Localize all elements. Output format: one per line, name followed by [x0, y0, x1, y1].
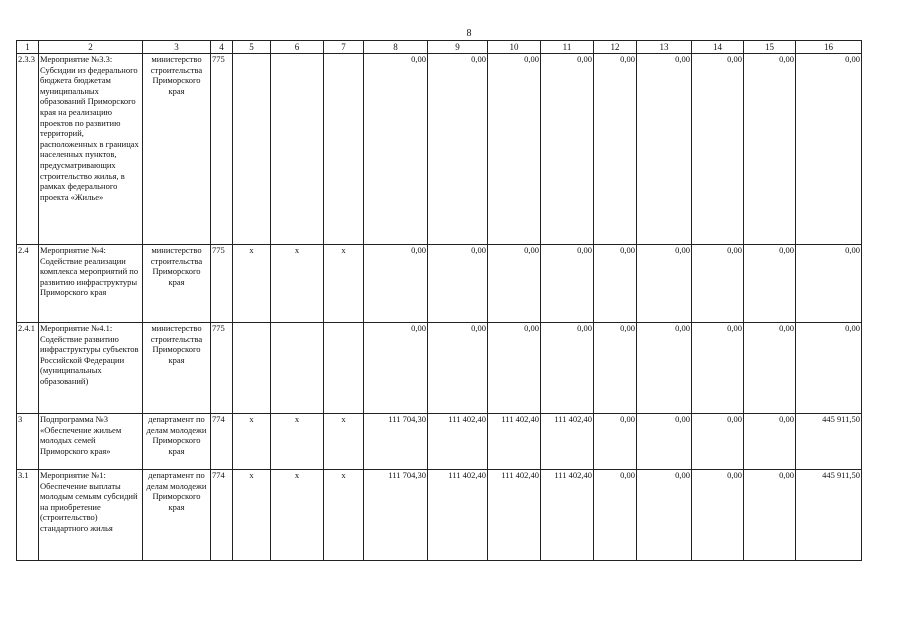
row-cell-13: 0,00 — [637, 245, 692, 323]
row-cell-10: 0,00 — [488, 245, 541, 323]
row-cell-6: x — [271, 470, 324, 561]
row-cell-4: 775 — [211, 323, 233, 414]
table-row — [17, 414, 862, 470]
row-cell-6: x — [271, 414, 324, 470]
row-cell-14: 0,00 — [692, 323, 744, 414]
row-executor: департамент по делам молодежи Приморского края — [143, 414, 211, 470]
table-row — [17, 470, 862, 561]
row-name: Подпрограмма №3 «Обеспечение жильем молодых семей Приморского края» — [39, 414, 143, 470]
row-cell-11: 0,00 — [541, 54, 594, 245]
row-cell-10: 111 402,40 — [488, 414, 541, 470]
row-cell-11: 111 402,40 — [541, 470, 594, 561]
row-cell-11: 111 402,40 — [541, 414, 594, 470]
row-cell-6 — [271, 323, 324, 414]
row-cell-13: 0,00 — [637, 323, 692, 414]
row-cell-13: 0,00 — [637, 54, 692, 245]
row-cell-12: 0,00 — [594, 245, 637, 323]
column-header: 12 — [594, 41, 637, 54]
row-cell-6: x — [271, 245, 324, 323]
row-executor: министерство строительства Приморского края — [143, 54, 211, 245]
row-cell-13: 0,00 — [637, 414, 692, 470]
row-cell-12: 0,00 — [594, 470, 637, 561]
row-code: 3.1 — [17, 470, 39, 561]
row-cell-16: 0,00 — [796, 54, 862, 245]
row-cell-9: 0,00 — [428, 54, 488, 245]
row-executor: министерство строительства Приморского края — [143, 323, 211, 414]
column-header: 11 — [541, 41, 594, 54]
column-header: 15 — [744, 41, 796, 54]
row-cell-13: 0,00 — [637, 470, 692, 561]
table-row — [17, 245, 862, 323]
row-cell-14: 0,00 — [692, 414, 744, 470]
row-cell-11: 0,00 — [541, 245, 594, 323]
row-cell-12: 0,00 — [594, 414, 637, 470]
column-header: 3 — [143, 41, 211, 54]
row-cell-16: 0,00 — [796, 323, 862, 414]
row-executor: министерство строительства Приморского края — [143, 245, 211, 323]
row-cell-6 — [271, 54, 324, 245]
row-cell-5 — [233, 54, 271, 245]
row-cell-4: 774 — [211, 414, 233, 470]
column-header: 9 — [428, 41, 488, 54]
page-number: 8 — [466, 28, 472, 39]
row-cell-4: 774 — [211, 470, 233, 561]
row-cell-8: 0,00 — [364, 245, 428, 323]
row-cell-8: 0,00 — [364, 54, 428, 245]
row-name: Мероприятие №3.3: Субсидии из федерального бюджета бюджетам муниципальных образований Приморского края на реализацию проектов по развитию территорий, расположенных в границах населенных пунктов, предусматривающих строительство жилья, в рамках федерального проекта «Жилье» — [39, 54, 143, 245]
row-cell-10: 0,00 — [488, 323, 541, 414]
row-cell-9: 111 402,40 — [428, 414, 488, 470]
row-cell-7: x — [324, 245, 364, 323]
row-cell-15: 0,00 — [744, 54, 796, 245]
table-row — [17, 54, 862, 245]
row-code: 2.4.1 — [17, 323, 39, 414]
row-cell-9: 0,00 — [428, 323, 488, 414]
row-cell-7: x — [324, 414, 364, 470]
row-code: 2.3.3 — [17, 54, 39, 245]
row-executor: департамент по делам молодежи Приморского края — [143, 470, 211, 561]
column-header: 10 — [488, 41, 541, 54]
row-cell-5: x — [233, 470, 271, 561]
budget-table — [16, 40, 862, 561]
row-name: Мероприятие №4: Содействие реализации комплекса мероприятий по развитию инфраструктуры Приморского края — [39, 245, 143, 323]
row-cell-16: 0,00 — [796, 245, 862, 323]
row-code: 3 — [17, 414, 39, 470]
row-cell-9: 111 402,40 — [428, 470, 488, 561]
row-cell-12: 0,00 — [594, 54, 637, 245]
row-cell-8: 111 704,30 — [364, 470, 428, 561]
row-cell-15: 0,00 — [744, 323, 796, 414]
column-header: 4 — [211, 41, 233, 54]
row-cell-12: 0,00 — [594, 323, 637, 414]
row-cell-4: 775 — [211, 245, 233, 323]
column-header: 14 — [692, 41, 744, 54]
row-cell-14: 0,00 — [692, 245, 744, 323]
column-header: 5 — [233, 41, 271, 54]
row-cell-7 — [324, 54, 364, 245]
column-header: 1 — [17, 41, 39, 54]
row-cell-8: 111 704,30 — [364, 414, 428, 470]
row-cell-8: 0,00 — [364, 323, 428, 414]
column-header: 7 — [324, 41, 364, 54]
row-cell-7: x — [324, 470, 364, 561]
header-row — [17, 41, 862, 54]
column-header: 6 — [271, 41, 324, 54]
row-cell-5 — [233, 323, 271, 414]
column-header: 2 — [39, 41, 143, 54]
column-header: 8 — [364, 41, 428, 54]
row-cell-16: 445 911,50 — [796, 470, 862, 561]
row-cell-4: 775 — [211, 54, 233, 245]
row-cell-16: 445 911,50 — [796, 414, 862, 470]
row-cell-10: 111 402,40 — [488, 470, 541, 561]
column-header: 13 — [637, 41, 692, 54]
row-cell-15: 0,00 — [744, 245, 796, 323]
row-cell-15: 0,00 — [744, 414, 796, 470]
row-cell-7 — [324, 323, 364, 414]
row-name: Мероприятие №4.1: Содействие развитию инфраструктуры субъектов Российской Федерации (муниципальных образований) — [39, 323, 143, 414]
row-cell-9: 0,00 — [428, 245, 488, 323]
row-cell-14: 0,00 — [692, 54, 744, 245]
row-cell-5: x — [233, 414, 271, 470]
column-header: 16 — [796, 41, 862, 54]
row-cell-5: x — [233, 245, 271, 323]
row-cell-10: 0,00 — [488, 54, 541, 245]
row-name: Мероприятие №1: Обеспечение выплаты молодым семьям субсидий на приобретение (строительство) стандартного жилья — [39, 470, 143, 561]
row-cell-14: 0,00 — [692, 470, 744, 561]
row-cell-15: 0,00 — [744, 470, 796, 561]
table-row — [17, 323, 862, 414]
row-code: 2.4 — [17, 245, 39, 323]
row-cell-11: 0,00 — [541, 323, 594, 414]
